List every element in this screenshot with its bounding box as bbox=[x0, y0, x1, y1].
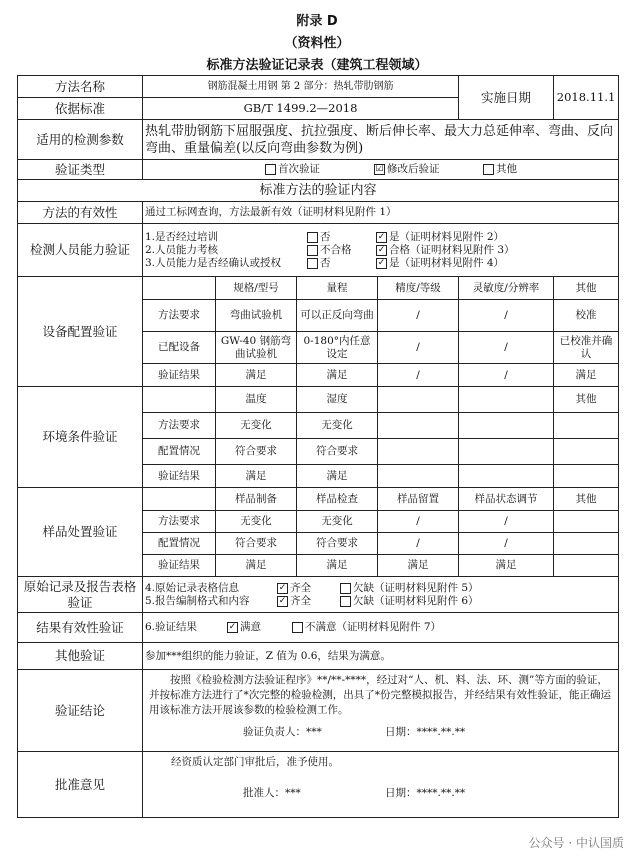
records-row bbox=[18, 577, 619, 613]
records-label: 原始记录及报告表格验证 bbox=[18, 577, 143, 613]
evidence-note: （证明材料见附件 2） bbox=[399, 230, 505, 243]
other-label: 其他验证 bbox=[18, 643, 143, 670]
cell: 满足 bbox=[216, 364, 297, 387]
approval-text: 经资质认定部门审批后，准予使用。 bbox=[171, 756, 339, 768]
cell bbox=[378, 413, 459, 439]
row-name: 配置情况 bbox=[143, 533, 216, 555]
cell: / bbox=[378, 332, 459, 364]
cell: 符合要求 bbox=[216, 533, 297, 555]
col-header: 灵敏度/分辨率 bbox=[459, 277, 554, 300]
approval-cell bbox=[143, 752, 619, 818]
row-name: 方法要求 bbox=[143, 300, 216, 332]
records-item bbox=[145, 595, 616, 608]
missing-label: 欠缺（证明材料见附件 6） bbox=[353, 594, 479, 607]
cell: 满足 bbox=[216, 465, 297, 488]
cell bbox=[554, 465, 619, 488]
no-label: 否 bbox=[320, 256, 331, 269]
appendix-nature: （资料性） bbox=[284, 36, 350, 51]
row-name: 方法要求 bbox=[143, 511, 216, 533]
empty-cell bbox=[143, 488, 216, 511]
method-name-row bbox=[18, 76, 619, 98]
other-row bbox=[18, 643, 619, 670]
yes-label: 是 bbox=[389, 230, 400, 243]
cell: / bbox=[378, 511, 459, 533]
evidence-note: （证明材料见附件 3） bbox=[410, 243, 515, 256]
missing-checkbox[interactable] bbox=[340, 583, 351, 594]
cell: 可以正反向弯曲 bbox=[297, 300, 378, 332]
personnel-item-text: 1.是否经过培训 bbox=[145, 230, 219, 243]
first-verify-checkbox[interactable] bbox=[265, 164, 276, 175]
cell bbox=[459, 465, 554, 488]
result-validity-text: 6.验证结果 bbox=[145, 621, 198, 633]
missing-label: 欠缺（证明材料见附件 5） bbox=[353, 581, 479, 594]
cell: 符合要求 bbox=[216, 439, 297, 465]
col-header: 样品状态调节 bbox=[459, 488, 554, 511]
cell: 已校准并确认 bbox=[554, 332, 619, 364]
cell: GW-40 钢筋弯曲试验机 bbox=[216, 332, 297, 364]
cell bbox=[554, 533, 619, 555]
pass-label: 合格 bbox=[389, 243, 410, 256]
yes-checkbox[interactable]: ✓ bbox=[377, 257, 386, 268]
validity-value: 通过工标网查询，方法最新有效（证明材料见附件 1） bbox=[143, 202, 619, 224]
cell: 符合要求 bbox=[297, 439, 378, 465]
col-header: 其他 bbox=[554, 387, 619, 413]
complete-checkbox[interactable]: ✓ bbox=[278, 595, 287, 606]
personnel-label: 检测人员能力验证 bbox=[18, 224, 143, 277]
environment-header-row bbox=[18, 387, 619, 413]
satisfied-label: 满意 bbox=[240, 621, 261, 633]
approver-signer: 批准人：*** bbox=[243, 787, 301, 799]
verify-type-options bbox=[143, 160, 619, 180]
col-header: 样品留置 bbox=[378, 488, 459, 511]
personnel-item-text: 3.人员能力是否经确认或授权 bbox=[145, 256, 282, 269]
records-items bbox=[143, 577, 619, 613]
cell: 弯曲试验机 bbox=[216, 300, 297, 332]
records-item-text: 4.原始记录表格信息 bbox=[145, 581, 240, 594]
other-value: 参加***组织的能力验证，Z 值为 0.6，结果为满意。 bbox=[143, 643, 619, 670]
personnel-row bbox=[18, 224, 619, 277]
standard-value: GB/T 1499.2—2018 bbox=[143, 98, 459, 120]
sample-label: 样品处置验证 bbox=[18, 488, 143, 577]
satisfied-checkbox[interactable]: ✓ bbox=[228, 622, 237, 632]
cell: / bbox=[378, 364, 459, 387]
row-name: 验证结果 bbox=[143, 465, 216, 488]
validity-row bbox=[18, 202, 619, 224]
params-row bbox=[18, 120, 619, 160]
records-item bbox=[145, 582, 616, 595]
cell: / bbox=[459, 300, 554, 332]
verify-signer: 验证负责人：*** bbox=[243, 726, 322, 738]
cell: 符合要求 bbox=[297, 533, 378, 555]
validity-label: 方法的有效性 bbox=[18, 202, 143, 224]
first-verify-label: 首次验证 bbox=[278, 163, 320, 175]
appendix-label: 附录 D bbox=[296, 14, 338, 29]
other-verify-checkbox[interactable] bbox=[483, 164, 494, 175]
verify-type-row bbox=[18, 160, 619, 180]
complete-checkbox[interactable]: ✓ bbox=[278, 582, 287, 593]
form-title: 标准方法验证记录表（建筑工程领域） bbox=[206, 58, 428, 73]
personnel-item bbox=[145, 231, 616, 244]
cell: / bbox=[459, 533, 554, 555]
cell: 满足 bbox=[378, 555, 459, 577]
method-name-label: 方法名称 bbox=[18, 76, 143, 98]
impl-date-label: 实施日期 bbox=[459, 76, 554, 120]
col-header: 湿度 bbox=[297, 387, 378, 413]
cell: 满足 bbox=[297, 465, 378, 488]
modified-verify-checkbox[interactable]: ☑ bbox=[375, 164, 384, 174]
cell bbox=[554, 413, 619, 439]
conclusion-text: 按照《检验检测方法验证程序》**/**-****，经过对“人、机、料、法、环、测”等方面的验证，并按标准方法进行了*次完整的检验检测，出具了*份完整模拟报告，并经结果有效性验证，能正确运用该标准方法开展该参数的检验检测工作。 bbox=[149, 674, 611, 716]
cell: 无变化 bbox=[216, 511, 297, 533]
col-header: 精度/等级 bbox=[378, 277, 459, 300]
cell: / bbox=[459, 332, 554, 364]
row-name: 验证结果 bbox=[143, 555, 216, 577]
standard-label: 依据标准 bbox=[18, 98, 143, 120]
personnel-item bbox=[145, 244, 616, 257]
cell: 满足 bbox=[554, 364, 619, 387]
cell: 满足 bbox=[297, 364, 378, 387]
verify-date: 日期：****.**.** bbox=[385, 726, 466, 738]
col-header: 样品检查 bbox=[297, 488, 378, 511]
cell: / bbox=[459, 364, 554, 387]
section-title: 标准方法的验证内容 bbox=[18, 180, 619, 202]
col-header bbox=[378, 387, 459, 413]
row-name: 配置情况 bbox=[143, 439, 216, 465]
records-item-text: 5.报告编制格式和内容 bbox=[145, 594, 250, 607]
cell bbox=[554, 439, 619, 465]
modified-verify-label: 修改后验证 bbox=[387, 163, 440, 175]
col-header: 规格/型号 bbox=[216, 277, 297, 300]
cell bbox=[554, 511, 619, 533]
cell bbox=[459, 439, 554, 465]
no-label: 否 bbox=[320, 230, 331, 243]
cell: 无变化 bbox=[216, 413, 297, 439]
cell: 无变化 bbox=[297, 413, 378, 439]
conclusion-cell bbox=[143, 670, 619, 752]
impl-date-value: 2018.11.1 bbox=[554, 76, 619, 120]
col-header: 其他 bbox=[554, 277, 619, 300]
unsatisfied-label: 不满意（证明材料见附件 7） bbox=[305, 621, 442, 633]
result-validity-options bbox=[143, 613, 619, 643]
fail-label: 不合格 bbox=[320, 243, 352, 256]
cell: / bbox=[378, 533, 459, 555]
approval-row bbox=[18, 752, 619, 818]
complete-label: 齐全 bbox=[290, 581, 311, 594]
conclusion-label: 验证结论 bbox=[18, 670, 143, 752]
equipment-header-row bbox=[18, 277, 619, 300]
col-header: 量程 bbox=[297, 277, 378, 300]
personnel-item bbox=[145, 257, 616, 270]
cell: 无变化 bbox=[297, 511, 378, 533]
result-validity-label: 结果有效性验证 bbox=[18, 613, 143, 643]
complete-label: 齐全 bbox=[290, 594, 311, 607]
equipment-label: 设备配置验证 bbox=[18, 277, 143, 387]
empty-cell bbox=[143, 387, 216, 413]
row-name: 已配设备 bbox=[143, 332, 216, 364]
approval-date: 日期：****.**.** bbox=[385, 787, 466, 799]
evidence-note: （证明材料见附件 4） bbox=[399, 256, 505, 269]
verify-type-label: 验证类型 bbox=[18, 160, 143, 180]
unsatisfied-checkbox[interactable] bbox=[292, 622, 303, 633]
cell bbox=[378, 465, 459, 488]
missing-checkbox[interactable] bbox=[340, 596, 351, 607]
cell: 满足 bbox=[216, 555, 297, 577]
no-checkbox[interactable] bbox=[307, 232, 318, 243]
cell: 0-180°内任意设定 bbox=[297, 332, 378, 364]
col-header: 样品制备 bbox=[216, 488, 297, 511]
cell bbox=[378, 439, 459, 465]
environment-label: 环境条件验证 bbox=[18, 387, 143, 488]
cell: 校准 bbox=[554, 300, 619, 332]
personnel-item-text: 2.人员能力考核 bbox=[145, 243, 219, 256]
col-header: 温度 bbox=[216, 387, 297, 413]
cell: / bbox=[459, 511, 554, 533]
yes-label: 是 bbox=[389, 256, 400, 269]
col-header bbox=[459, 387, 554, 413]
personnel-items bbox=[143, 224, 619, 277]
result-validity-row bbox=[18, 613, 619, 643]
cell: 满足 bbox=[459, 555, 554, 577]
approval-label: 批准意见 bbox=[18, 752, 143, 818]
conclusion-row bbox=[18, 670, 619, 752]
verification-table bbox=[17, 75, 619, 818]
cell bbox=[554, 555, 619, 577]
fail-checkbox[interactable] bbox=[307, 245, 318, 256]
col-header: 其他 bbox=[554, 488, 619, 511]
row-name: 方法要求 bbox=[143, 413, 216, 439]
method-name-value: 钢筋混凝土用钢 第 2 部分：热轧带肋钢筋 bbox=[143, 76, 459, 98]
no-checkbox[interactable] bbox=[307, 258, 318, 269]
cell: / bbox=[378, 300, 459, 332]
row-name: 验证结果 bbox=[143, 364, 216, 387]
cell: 满足 bbox=[297, 555, 378, 577]
params-value: 热轧带肋钢筋下屈服强度、抗拉强度、断后伸长率、最大力总延伸率、弯曲、反向弯曲、重量偏差(以反向弯曲参数为例) bbox=[143, 120, 619, 160]
empty-cell bbox=[143, 277, 216, 300]
params-label: 适用的检测参数 bbox=[18, 120, 143, 160]
section-title-row bbox=[18, 180, 619, 202]
sample-header-row bbox=[18, 488, 619, 511]
watermark: 公众号 · 中认国质 bbox=[528, 836, 624, 850]
pass-checkbox[interactable]: ✓ bbox=[377, 244, 386, 255]
other-verify-label: 其他 bbox=[496, 163, 517, 175]
yes-checkbox[interactable]: ✓ bbox=[377, 231, 386, 242]
cell bbox=[459, 413, 554, 439]
